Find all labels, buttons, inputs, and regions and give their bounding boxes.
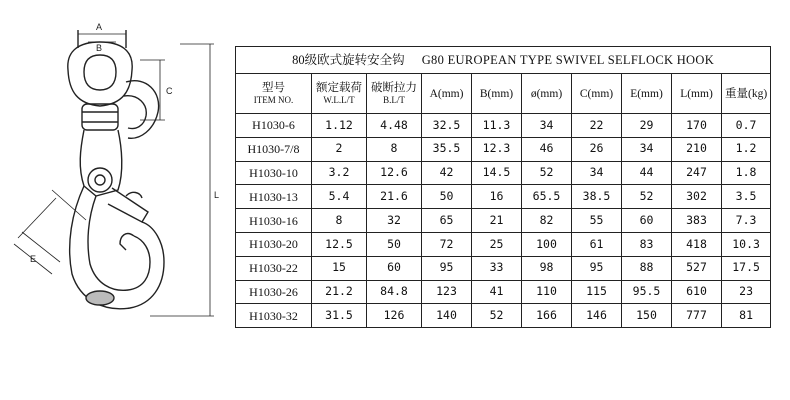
table-cell: H1030-6	[236, 114, 312, 138]
table-cell: 1.2	[722, 137, 771, 161]
table-cell: 33	[472, 256, 522, 280]
table-cell: 34	[572, 161, 622, 185]
table-cell: 81	[722, 304, 771, 328]
table-cell: 12.6	[367, 161, 422, 185]
table-cell: 110	[522, 280, 572, 304]
table-cell: 16	[472, 185, 522, 209]
table-title-en: G80 EUROPEAN TYPE SWIVEL SELFLOCK HOOK	[421, 52, 715, 67]
table-row	[236, 232, 771, 256]
table-cell: 34	[622, 137, 672, 161]
table-cell: 32	[367, 209, 422, 233]
table-cell: 5.4	[312, 185, 367, 209]
table-cell: 50	[367, 232, 422, 256]
table-cell: 166	[522, 304, 572, 328]
table-cell: 4.48	[367, 114, 422, 138]
table-cell: 50	[422, 185, 472, 209]
table-row	[236, 114, 771, 138]
table-cell: 52	[622, 185, 672, 209]
table-cell: H1030-22	[236, 256, 312, 280]
table-cell: 150	[622, 304, 672, 328]
table-cell: 72	[422, 232, 472, 256]
header-row	[236, 74, 771, 114]
table-cell: H1030-10	[236, 161, 312, 185]
table-cell: 100	[522, 232, 572, 256]
table-cell: 60	[367, 256, 422, 280]
table-cell: 98	[522, 256, 572, 280]
table-cell: 21	[472, 209, 522, 233]
table-cell: 21.6	[367, 185, 422, 209]
table-cell: 3.2	[312, 161, 367, 185]
header-breaking-load: 破断拉力 B.L/T	[367, 74, 422, 114]
hook-drawing	[0, 0, 240, 400]
table-cell: 383	[672, 209, 722, 233]
table-cell: 61	[572, 232, 622, 256]
table-row	[236, 280, 771, 304]
table-cell: 41	[472, 280, 522, 304]
header-wll: 额定载荷 W.L.L/T	[312, 74, 367, 114]
table-cell: 29	[622, 114, 672, 138]
table-cell: 12.3	[472, 137, 522, 161]
table-cell: 10.3	[722, 232, 771, 256]
header-a: A(mm)	[422, 74, 472, 114]
table-row	[236, 304, 771, 328]
table-cell: 88	[622, 256, 672, 280]
table-cell: 3.5	[722, 185, 771, 209]
table-cell: 22	[572, 114, 622, 138]
dim-label-l: L	[214, 190, 220, 200]
table-cell: 23	[722, 280, 771, 304]
table-cell: 140	[422, 304, 472, 328]
table-body	[236, 114, 771, 328]
table-cell: 7.3	[722, 209, 771, 233]
header-item-no: 型号 ITEM NO.	[236, 74, 312, 114]
table-cell: 52	[522, 161, 572, 185]
header-l: L(mm)	[672, 74, 722, 114]
dim-label-b: B	[96, 43, 103, 53]
table-cell: 25	[472, 232, 522, 256]
table-cell: 34	[522, 114, 572, 138]
table-cell: 8	[312, 209, 367, 233]
table-cell: H1030-26	[236, 280, 312, 304]
table-cell: 126	[367, 304, 422, 328]
table-cell: 38.5	[572, 185, 622, 209]
table-cell: 11.3	[472, 114, 522, 138]
table-cell: 55	[572, 209, 622, 233]
table-cell: 210	[672, 137, 722, 161]
table-cell: 32.5	[422, 114, 472, 138]
table-cell: 1.8	[722, 161, 771, 185]
table-cell: 418	[672, 232, 722, 256]
table-cell: 146	[572, 304, 622, 328]
table-cell: 84.8	[367, 280, 422, 304]
table-cell: 17.5	[722, 256, 771, 280]
table-cell: 65	[422, 209, 472, 233]
header-e: E(mm)	[622, 74, 672, 114]
table-row	[236, 161, 771, 185]
header-weight: 重量(kg)	[722, 74, 771, 114]
header-b: B(mm)	[472, 74, 522, 114]
dim-label-e: E	[30, 254, 37, 264]
table-cell: H1030-7/8	[236, 137, 312, 161]
table-cell: 65.5	[522, 185, 572, 209]
header-c: C(mm)	[572, 74, 622, 114]
table-cell: 14.5	[472, 161, 522, 185]
table-cell: 52	[472, 304, 522, 328]
table-cell: 46	[522, 137, 572, 161]
table-cell: H1030-32	[236, 304, 312, 328]
table-cell: 26	[572, 137, 622, 161]
table-cell: 123	[422, 280, 472, 304]
table-cell: 302	[672, 185, 722, 209]
table-row	[236, 185, 771, 209]
table-title	[236, 47, 771, 74]
table-cell: 83	[622, 232, 672, 256]
table-cell: 21.2	[312, 280, 367, 304]
dim-label-a: A	[96, 22, 103, 32]
table-cell: H1030-13	[236, 185, 312, 209]
table-cell: 610	[672, 280, 722, 304]
table-cell: 12.5	[312, 232, 367, 256]
table-cell: 82	[522, 209, 572, 233]
table-cell: 31.5	[312, 304, 367, 328]
table-cell: 115	[572, 280, 622, 304]
table-cell: 44	[622, 161, 672, 185]
table-cell: H1030-20	[236, 232, 312, 256]
table-cell: 527	[672, 256, 722, 280]
table-cell: 15	[312, 256, 367, 280]
spec-table	[235, 46, 771, 328]
table-title-cn: 80级欧式旋转安全钩	[292, 52, 405, 67]
table-row	[236, 256, 771, 280]
header-diameter: ø(mm)	[522, 74, 572, 114]
table-cell: 42	[422, 161, 472, 185]
table-cell: H1030-16	[236, 209, 312, 233]
table-cell: 60	[622, 209, 672, 233]
table-cell: 95	[572, 256, 622, 280]
table-cell: 170	[672, 114, 722, 138]
table-cell: 247	[672, 161, 722, 185]
table-cell: 8	[367, 137, 422, 161]
table-cell: 0.7	[722, 114, 771, 138]
table-cell: 777	[672, 304, 722, 328]
table-cell: 1.12	[312, 114, 367, 138]
table-cell: 2	[312, 137, 367, 161]
dim-label-c: C	[166, 86, 173, 96]
table-cell: 95.5	[622, 280, 672, 304]
table-cell: 35.5	[422, 137, 472, 161]
table-row	[236, 209, 771, 233]
table-cell: 95	[422, 256, 472, 280]
table-row	[236, 137, 771, 161]
